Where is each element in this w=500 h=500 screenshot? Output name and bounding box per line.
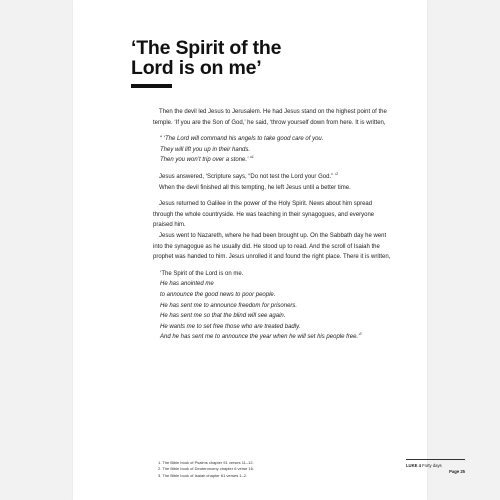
quote-line: He has sent me so that the blind will see again.	[160, 313, 286, 320]
paragraph: Jesus returned to Galilee in the power of the Holy Spirit. News about him spread through the whole countryside. He was teaching in their synagogues, and everyone praised him.	[153, 201, 375, 229]
quote-line: They will lift you up in their hands.	[160, 146, 251, 153]
footnotes	[158, 460, 348, 479]
quote-line: “ ‘The Lord will command his angels to take good care of you.	[160, 136, 324, 143]
title-line-2: Lord is on me’	[131, 57, 262, 79]
footnote-ref: 3	[359, 332, 362, 337]
quotation	[153, 269, 393, 343]
quote-line: He has anointed me	[160, 281, 214, 288]
footnote: 1. The Bible book of Psalms chapter 91 verses 11–12.	[158, 460, 254, 465]
footnote-ref: 1	[251, 155, 254, 160]
quote-line: ‘The Spirit of the Lord is on me.	[160, 270, 244, 277]
quotation	[153, 134, 393, 166]
quote-line: to announce the good news to poor people.	[160, 291, 276, 298]
title-underline-bar	[131, 84, 172, 88]
paragraph: Jesus went to Nazareth, where he had been brought up. On the Sabbath day he went into the synagogue as he usually did. He stood up to read. And the scroll of Isaiah the prophet was handed to him. Jesus unrolled it and found the right place. There it is written,	[153, 232, 391, 261]
paragraph: When the devil finished all this tempting, he left Jesus until a better time.	[159, 184, 351, 191]
book-page	[73, 0, 465, 500]
chapter-label: LUKE 4	[406, 463, 421, 468]
chapter-marker	[406, 459, 465, 476]
page-number: Page 25	[449, 469, 465, 475]
paragraph: Then the devil led Jesus to Jerusalem. He had Jesus stand on the highest point of the temple. ‘If you are the Son of God,’ he said, ‘throw yourself down from here. It is written,	[153, 109, 387, 126]
body-text	[153, 107, 393, 343]
footnote: 2. The Bible book of Deuteronomy chapter 6 verse 16.	[158, 466, 254, 472]
paragraph: Jesus answered, ‘Scripture says, “Do not test the Lord your God.” ’$^2$	[159, 171, 339, 180]
footnote-ref: 2	[336, 171, 339, 176]
quote-line: He wants me to set free those who are treated badly.	[160, 323, 301, 330]
quote-line: Then you won’t trip over a stone.’ ”$^1$	[160, 155, 254, 164]
quote-line: He has sent me to announce freedom for prisoners.	[160, 302, 298, 309]
quote-line: And he has sent me to announce the year when he will set his people free.’$^3$	[160, 332, 362, 341]
footnote: 3. The Bible book of Isaiah chapter 61 verses 1–2.	[158, 472, 248, 478]
page-title	[131, 38, 391, 78]
title-line-1: ‘The Spirit of the	[131, 37, 282, 59]
chapter-subtitle: Forty days	[422, 463, 442, 468]
